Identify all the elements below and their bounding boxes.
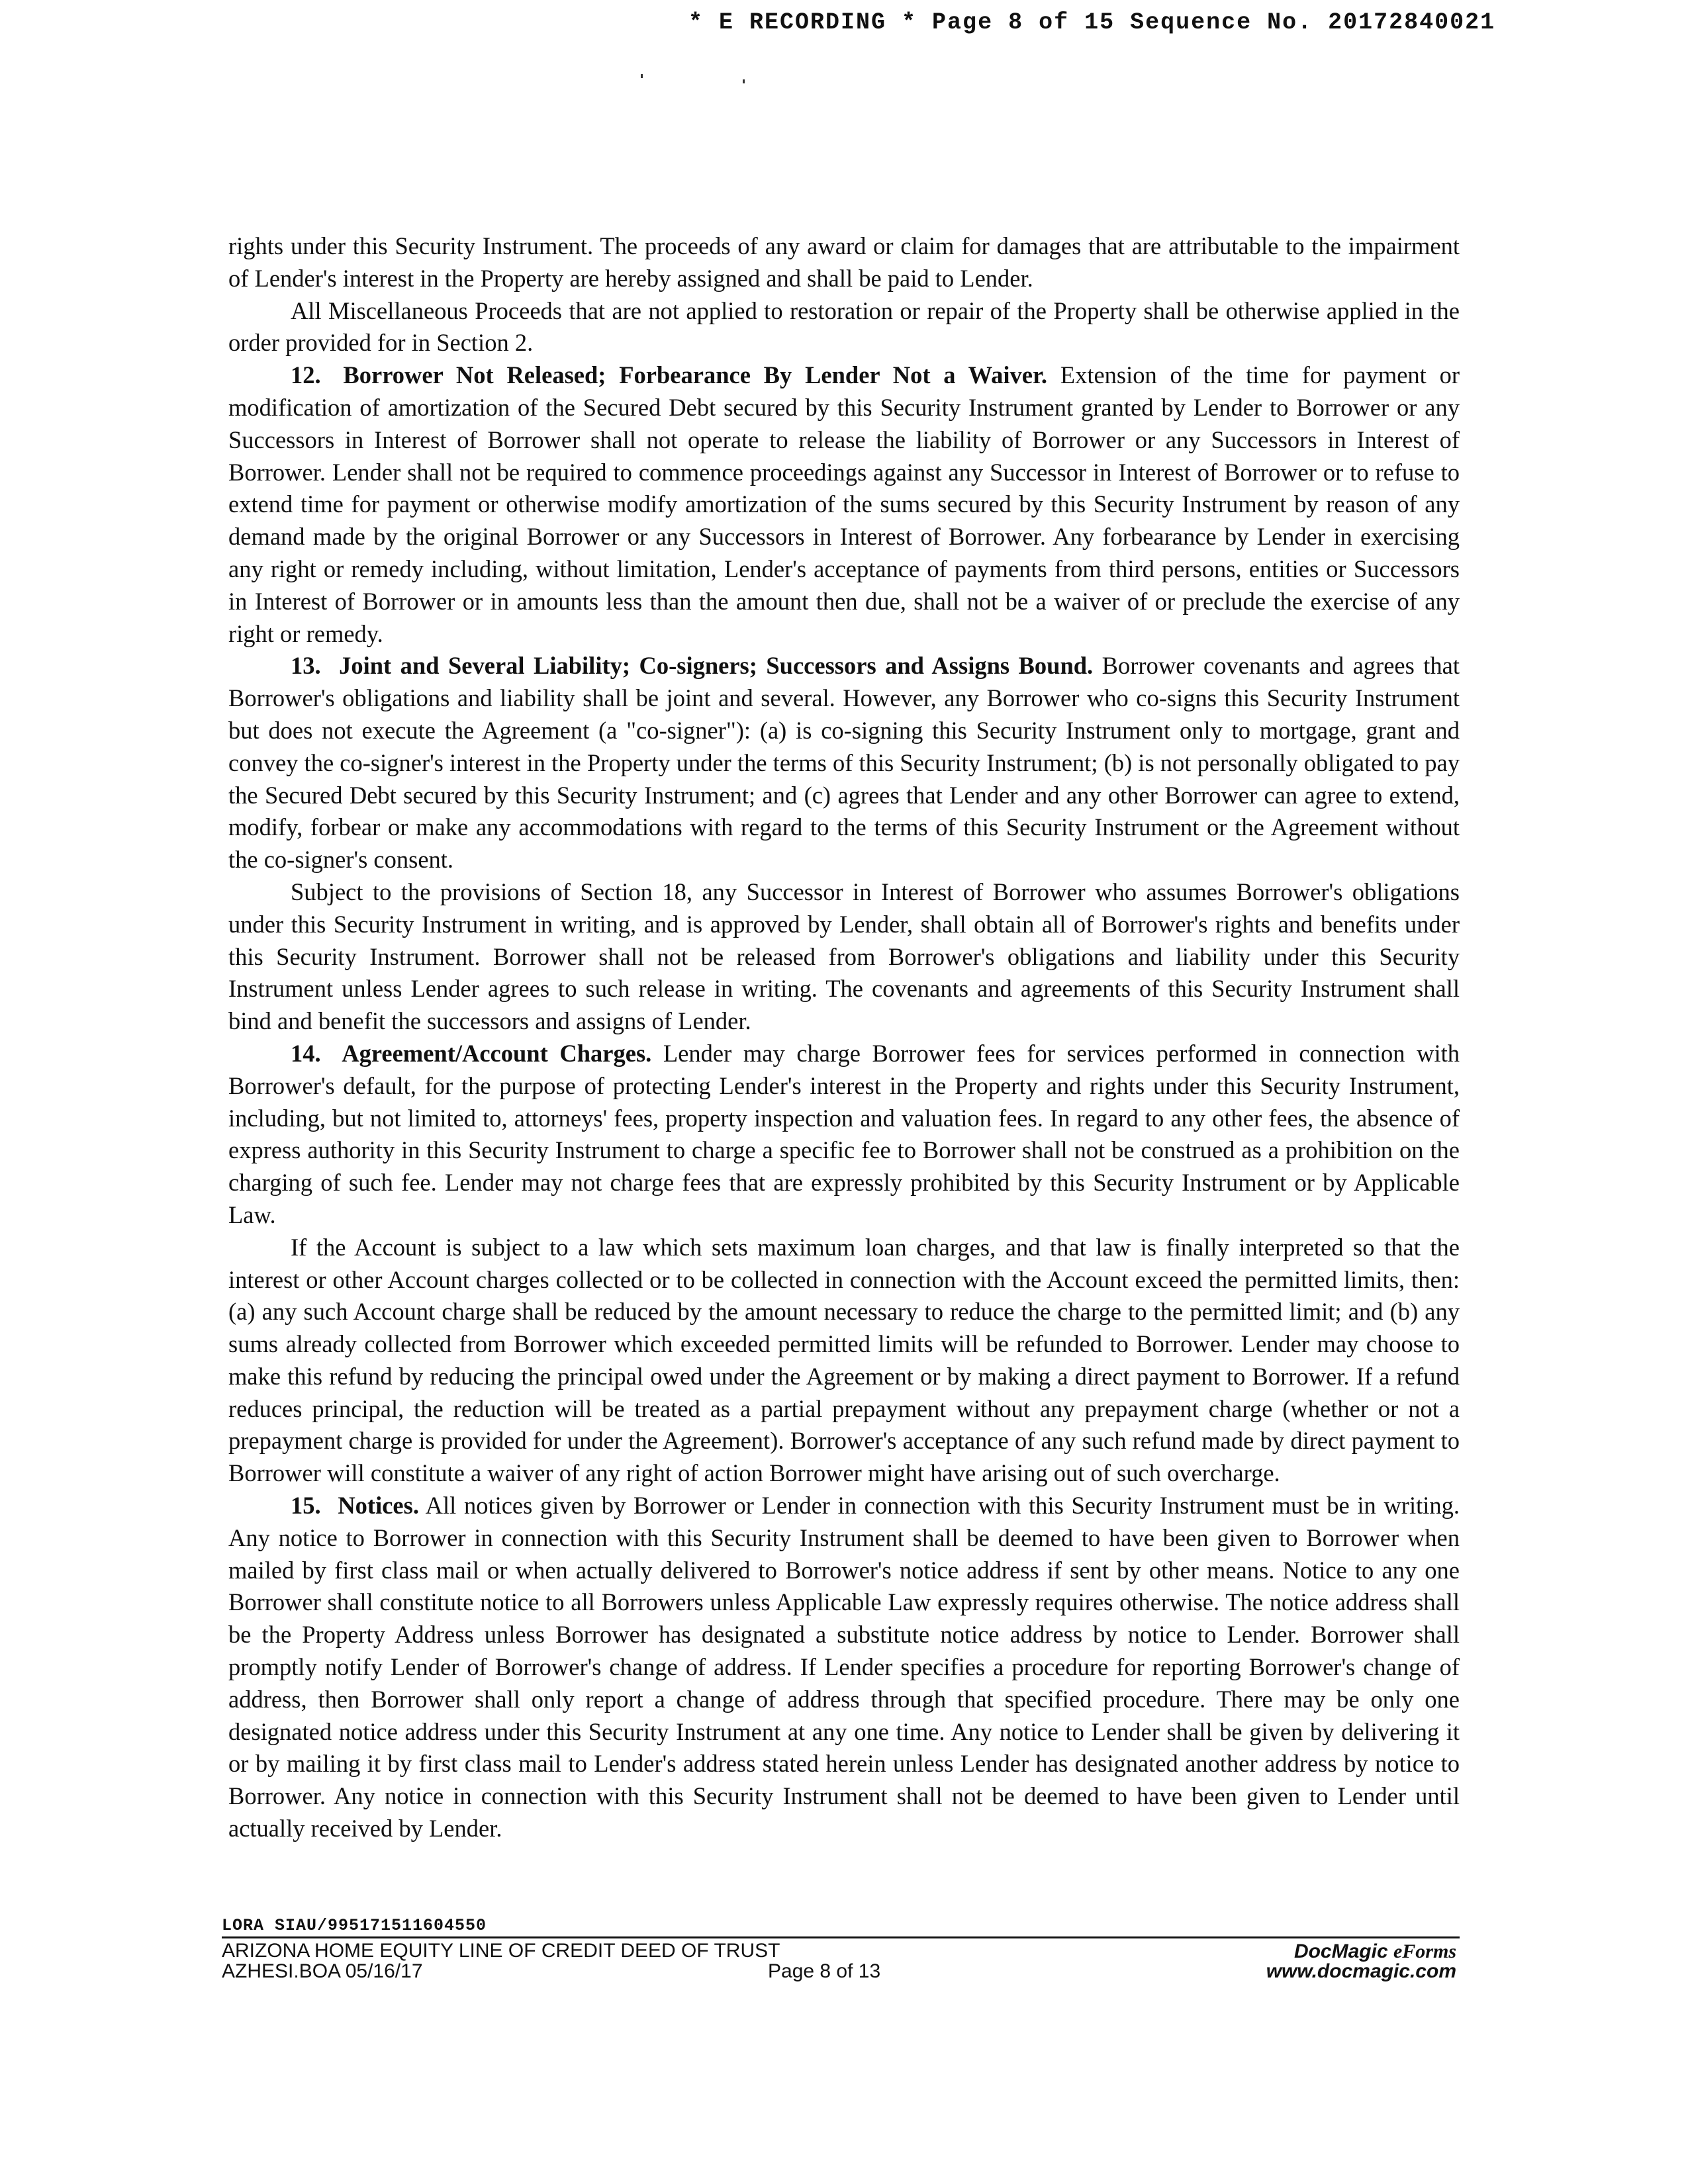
brand-website: www.docmagic.com bbox=[1266, 1960, 1456, 1982]
brand-name: DocMagic bbox=[1293, 1940, 1388, 1962]
recording-stamp: * E RECORDING * Page 8 of 15 Sequence No. 20172840021 bbox=[688, 9, 1496, 36]
section-14-number: 14. bbox=[291, 1039, 321, 1067]
scan-speck bbox=[641, 74, 643, 78]
section-15 bbox=[228, 1490, 1460, 1845]
section-15-title: Notices. bbox=[338, 1492, 419, 1520]
paragraph-misc-proceeds: All Miscellaneous Proceeds that are not applied to restoration or repair of the Property shall be otherwise applied in the order provided for in Section 2. bbox=[228, 296, 1460, 357]
form-title: ARIZONA HOME EQUITY LINE OF CREDIT DEED OF TRUST bbox=[222, 1940, 780, 1962]
brand-forms: eForms bbox=[1393, 1940, 1456, 1962]
section-13-text: Borrower covenants and agrees that Borrower's obligations and liability shall be joint and several. However, any Borrower who co-signs this Security Instrument but does not execute the Agreement (a "co-signer"): (a) is co-signing this Security Instrument only to mortgage, grant and convey the co-signer's interest in the Property under the terms of this Security Instrument; (b) is not personally obligated to pay the Secured Debt secured by this Security Instrument; and (c) agrees that Lender and any other Borrower can agree to extend, modify, forbear or make any accommodations with regard to the terms of this Security Instrument or the Agreement without the co-signer's consent. bbox=[228, 652, 1460, 874]
form-code: AZHESI.BOA 05/16/17 bbox=[222, 1960, 423, 1982]
section-13-paragraph-2: Subject to the provisions of Section 18, any Successor in Interest of Borrower who assumes Borrower's obligations under this Security Instrument in writing, and is approved by Lender, shall obtain all of Borrower's rights and benefits under this Security Instrument. Borrower shall not be released from Borrower's obligations and liability under this Security Instrument unless Lender agrees to such release in writing. The covenants and agreements of this Security Instrument shall bind and benefit the successors and assigns of Lender. bbox=[228, 878, 1460, 1035]
section-13 bbox=[228, 650, 1460, 876]
section-14-paragraph-2: If the Account is subject to a law which sets maximum loan charges, and that law is finally interpreted so that the interest or other Account charges collected or to be collected in connection with the Account exceed the permitted limits, then: (a) any such Account charge shall be reduced by the amount necessary to reduce the charge to the permitted limit; and (b) any sums already collected from Borrower which exceeded permitted limits will be refunded to Borrower. Lender may choose to make this refund by reducing the principal owed under the Agreement or by making a direct payment to Borrower. If a refund reduces principal, the reduction will be treated as a partial prepayment without any prepayment charge (whether or not a prepayment charge is provided for under the Agreement). Borrower's acceptance of any such refund made by direct payment to Borrower will constitute a waiver of any right of action Borrower might have arising out of such overcharge. bbox=[228, 1233, 1460, 1487]
section-13-title: Joint and Several Liability; Co-signers; Successors and Assigns Bound. bbox=[339, 652, 1094, 680]
scan-speck bbox=[743, 79, 745, 83]
section-13-number: 13. bbox=[291, 652, 321, 680]
section-12 bbox=[228, 359, 1460, 650]
loan-code: LORA SIAU/995171511604550 bbox=[222, 1916, 487, 1935]
section-12-title: Borrower Not Released; Forbearance By Lender Not a Waiver. bbox=[343, 361, 1047, 389]
footer-form-info bbox=[222, 1940, 780, 1981]
page-number: Page 8 of 13 bbox=[768, 1960, 881, 1982]
section-14-text: Lender may charge Borrower fees for services performed in connection with Borrower's default, for the purpose of protecting Lender's interest in the Property and rights under this Security Instrument, including, but not limited to, attorneys' fees, property inspection and valuation fees. In regard to any other fees, the absence of express authority in this Security Instrument to charge a specific fee to Borrower shall not be construed as a prohibition on the charging of such fee. Lender may not charge fees that are expressly prohibited by this Security Instrument or by Applicable Law. bbox=[228, 1039, 1460, 1228]
document-body bbox=[228, 230, 1460, 1845]
section-15-text: All notices given by Borrower or Lender in connection with this Security Instrument must be in writing. Any notice to Borrower in connection with this Security Instrument shall be deemed to have been given to Borrower when mailed by first class mail or when actually delivered to Borrower's notice address if sent by other means. Notice to any one Borrower shall constitute notice to all Borrowers unless Applicable Law expressly requires otherwise. The notice address shall be the Property Address unless Borrower has designated a substitute notice address by notice to Lender. Borrower shall promptly notify Lender of Borrower's change of address. If Lender specifies a procedure for reporting Borrower's change of address, then Borrower shall only report a change of address through that specified procedure. There may be only one designated notice address under this Security Instrument at any one time. Any notice to Lender shall be given by delivering it or by mailing it by first class mail to Lender's address stated herein unless Lender has designated another address by notice to Borrower. Any notice in connection with this Security Instrument shall not be deemed to have been given to Lender until actually received by Lender. bbox=[228, 1492, 1460, 1843]
section-12-number: 12. bbox=[291, 361, 321, 389]
section-15-number: 15. bbox=[291, 1492, 321, 1520]
section-12-text: Extension of the time for payment or modification of amortization of the Secured Debt secured by this Security Instrument granted by Lender to Borrower or any Successors in Interest of Borrower shall not operate to release the liability of Borrower or any Successors in Interest of Borrower. Lender shall not be required to commence proceedings against any Successor in Interest of Borrower or to refuse to extend time for payment or otherwise modify amortization of the sums secured by this Security Instrument by reason of any demand made by the original Borrower or any Successors in Interest of Borrower. Any forbearance by Lender in exercising any right or remedy including, without limitation, Lender's acceptance of payments from third persons, entities or Successors in Interest of Borrower or in amounts less than the amount then due, shall not be a waiver of or preclude the exercise of any right or remedy. bbox=[228, 361, 1460, 647]
paragraph-continuation: rights under this Security Instrument. The proceeds of any award or claim for damages that are attributable to the impairment of Lender's interest in the Property are hereby assigned and shall be paid to Lender. bbox=[228, 232, 1460, 292]
section-14 bbox=[228, 1038, 1460, 1232]
section-14-title: Agreement/Account Charges. bbox=[342, 1039, 652, 1067]
docmagic-logo bbox=[1238, 1942, 1456, 1981]
footer-divider bbox=[222, 1936, 1460, 1938]
